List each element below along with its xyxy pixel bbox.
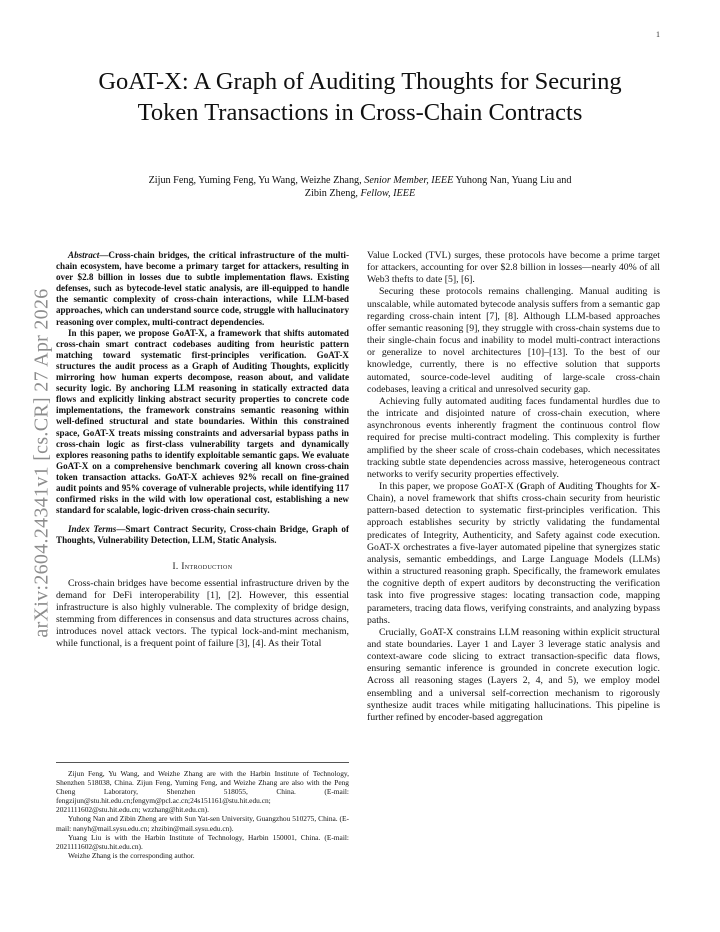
intro-paragraph-4 <box>367 481 660 627</box>
footnote-affiliation-2: Yuhong Nan and Zibin Zheng are with Sun Yat-sen University, Guangzhou 510275, China. (E-mail: nanyh@mail.sysu.edu.cn; zhzibin@mail.sysu.edu.cn). <box>56 814 349 833</box>
p4-bold-a: A <box>558 480 566 492</box>
arxiv-identifier-stamp: arXiv:2604.24341v1 [cs.CR] 27 Apr 2026 <box>30 288 53 638</box>
intro-paragraph-3: Achieving fully automated auditing faces fundamental hurdles due to the intricate and disjointed nature of cross-chain execution, where asynchronous events inherently fragment the continuous control flow required for precise multi-contract modeling. This complexity is further amplified by the sheer scale of cross-chain codebases, which necessitates tracking subtle state dependencies across massive, heterogeneous contract networks to verify security properties effectively. <box>367 395 660 480</box>
index-terms <box>56 524 349 546</box>
author-list <box>140 174 580 200</box>
abstract-text-1: —Cross-chain bridges, the critical infrastructure of the multi-chain ecosystem, have become a primary target for attackers, resulting in over $2.8 billion in losses due to subtle implementation flaws. Existing defenses, such as bytecode-level static analysis, are ill-equipped to handle the semantic complexity of cross-chain interactions, while LLM-based approaches, which can understand source code, struggle with hallucinatory reasoning over complex, multi-contract dependencies. <box>56 250 349 327</box>
author-role-2: Fellow, IEEE <box>360 188 416 199</box>
index-terms-text: —Smart Contract Security, Cross-chain Bridge, Graph of Thoughts, Vulnerability Detection, LLM, Static Analysis. <box>56 524 349 546</box>
p4-text-b: raph of <box>527 480 559 492</box>
p4-text-a: In this paper, we propose GoAT-X ( <box>379 480 520 492</box>
author-footnotes <box>56 762 349 860</box>
footnote-affiliation-1: Zijun Feng, Yu Wang, and Weizhe Zhang are with the Harbin Institute of Technology, Shenzhen 518038, China. Zijun Feng, Yuming Feng, and Weizhe Zhang are also with the Peng Cheng Laboratory, Shenzhen 518055, China. (E-mail: fengzijun@stu.hit.edu.cn;fengym@pcl.ac.cn;24s151161@stu.hit.edu.cn; 2021111602@stu.hit.edu.cn; wzzhang@hit.edu.cn). <box>56 769 349 815</box>
index-terms-label: Index Terms <box>68 524 117 535</box>
footnote-corresponding-author: Weizhe Zhang is the corresponding author. <box>68 850 195 860</box>
abstract-label: Abstract <box>68 250 100 260</box>
p4-bold-g: G <box>519 480 528 492</box>
intro-paragraph-5: Crucially, GoAT-X constrains LLM reasoning within explicit structural and state boundaries. Layer 1 and Layer 3 leverage static analysis and context-aware code slicing to extract transaction-specific data flows, ensuring semantic inference is grounded in concrete execution logic. Across all reasoning stages (Layers 2, 4, and 5), we employ model ensembling and a universal self-correction mechanism to rigorously synthesize audit traces while mitigating hallucinations. This pipeline is further refined by encoder-based aggregation <box>367 626 660 723</box>
abstract-paragraph-1 <box>56 250 349 328</box>
intro-paragraph-1: Cross-chain bridges have become essential infrastructure driven by the demand for DeFi interoperability [1], [2]. However, this essential infrastructure is also highly vulnerable. The complexity of bridge design, stemming from differences in consensus and data structures across chains, introduces novel attack vectors. The typical lock-and-mint mechanism, while functional, is a frequent point of failure [3], [4]. As their Total <box>56 577 349 650</box>
authors-part-1: Zijun Feng, Yuming Feng, Yu Wang, Weizhe Zhang, <box>148 175 365 186</box>
left-column <box>56 250 349 651</box>
section-heading-introduction: I. Introduction <box>172 561 233 572</box>
author-role-1: Senior Member, IEEE <box>364 175 454 186</box>
abstract-paragraph-2: In this paper, we propose GoAT-X, a framework that shifts automated cross-chain smart contract codebases auditing from heuristic pattern matching toward systematic first-principles verification. GoAT-X structures the audit process as a Graph of Auditing Thoughts, explicitly mirroring how human experts decompose, reason about, and validate security logic. By anchoring LLM reasoning in statically extracted data flows and explicitly linking abstract security properties to concrete code implementations, the framework constrains semantic reasoning within well-defined structural and state boundaries. Within this constrained space, GoAT-X treats missing constraints and adversarial bypass paths in cross-chain logic as first-class vulnerability targets and dynamically explores reasoning paths to identify exploitable semantic gaps. We evaluate GoAT-X on a comprehensive benchmark covering all known cross-chain token transaction attacks. GoAT-X achieves 92% recall on fine-grained audit points and 95% coverage of vulnerable projects, while identifying 117 confirmed risks in the wild with low operational cost, establishing a new standard for scalable, logic-driven cross-chain security. <box>56 327 349 516</box>
paper-title: GoAT-X: A Graph of Auditing Thoughts for Securing Token Transactions in Cross-Chain Contracts <box>98 68 622 126</box>
intro-paragraph-2: Securing these protocols remains challenging. Manual auditing is unscalable, while automated bytecode analysis suffers from a semantic gap regarding cross-chain intent [7], [8]. Although LLM-based approaches offer semantic reasoning [9], they struggle with cross-chain systems due to their single-chain focus and inability to model multi-contract interactions or generalize to novel architectures [10]–[13]. To the best of our knowledge, currently, there is no effective solution that supports automated, source-code-level auditing of large-scale cross-chain codebases, leaving a critical and unresolved security gap. <box>367 286 660 395</box>
right-column <box>367 250 660 724</box>
p4-text-c: uditing <box>565 480 596 492</box>
intro-paragraph-continued: Value Locked (TVL) surges, these protocols have become a prime target for attackers, accounting for over $2.8 billion in losses—nearly 40% of all Web3 thefts to date [5], [6]. <box>367 250 660 286</box>
footnote-affiliation-3: Yuang Liu is with the Harbin Institute of Technology, Harbin 150001, China. (E-mail: 2021111602@stu.hit.edu.cn). <box>56 832 349 851</box>
p4-bold-x: X <box>649 480 657 492</box>
p4-text-d: houghts for <box>602 480 650 492</box>
page-number: 1 <box>656 30 660 39</box>
authors-part-2: Yuhong Nan, Yuang Liu and Zibin Zheng, <box>304 175 572 199</box>
p4-text-e: -Chain), a novel framework that shifts cross-chain security from heuristic pattern-based detection to systematic first-principles verification. This approach establishes security by strictly validating the fundamental predicates of Integrity, Authenticity, and Safety against code execution. GoAT-X orchestrates a five-layer automated pipeline that synergizes static analysis, semantic embeddings, and Large Language Models (LLMs) within a structured reasoning graph. Specifically, the framework emulates the cognitive depth of expert auditors by deconstructing the verification task into five progressive stages: locating transaction code, mapping parameters, tracing data flows, verifying constraints, and analyzing bypass paths. <box>367 480 660 626</box>
p4-bold-t: T <box>595 480 603 492</box>
